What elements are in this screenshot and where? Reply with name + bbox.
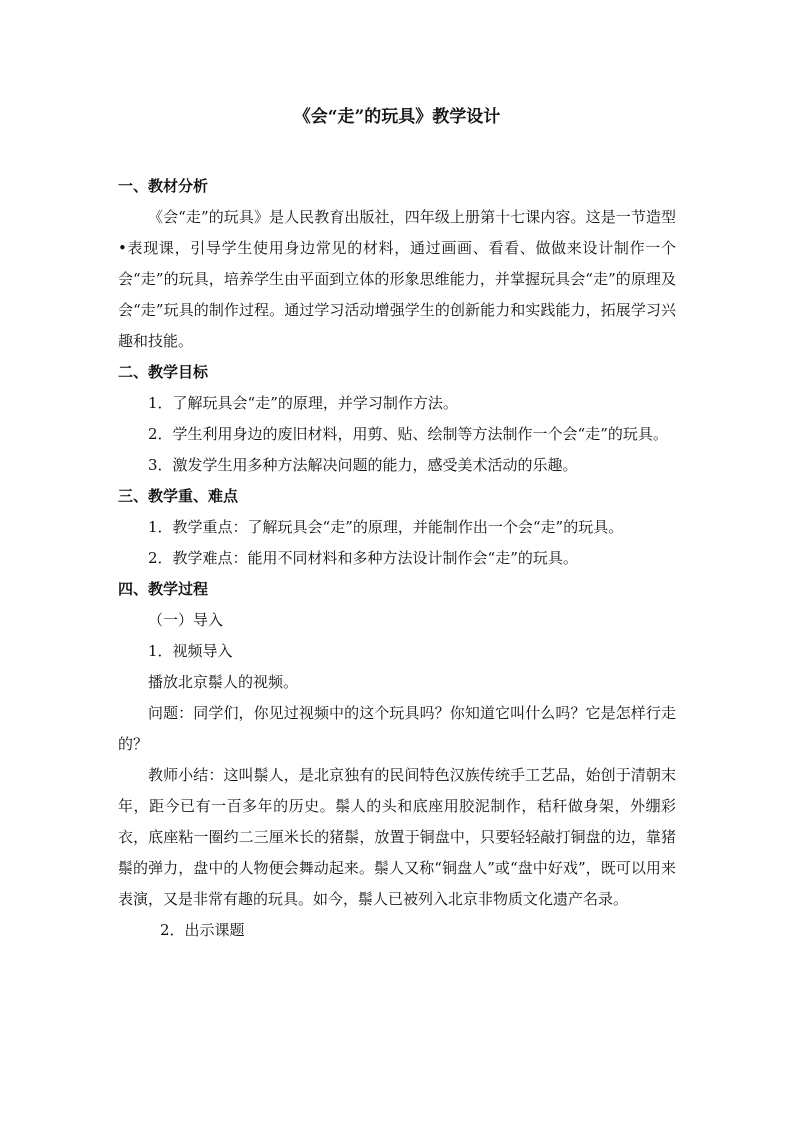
document-title: 《会“走”的玩具》教学设计	[293, 107, 501, 127]
process-teacher-summary: 教师小结：这叫鬃人，是北京独有的民间特色汉族传统手工艺品，始创于清朝末年，距今已有一百多年的历史。鬃人的头和底座用胶泥制作，秸秆做身架，外绷彩衣，底座粘一圈约二三厘米长的猪鬃，放置于铜盘中，只要轻轻敲打铜盘的边，靠猪鬃的弹力，盘中的人物便会舞动起来。鬃人又称“铜盘人”或“盘中好戏”，既可以用来表演，又是非常有趣的玩具。如今，鬃人已被列入北京非物质文化遗产名录。	[118, 766, 676, 908]
process-question: 问题：同学们，你见过视频中的这个玩具吗？你知道它叫什么吗？它是怎样行走的？	[118, 704, 676, 753]
objective-item-1: 1．了解玩具会“走”的原理，并学习制作方法。	[148, 394, 458, 412]
document-body	[118, 171, 676, 946]
section-heading-process: 四、教学过程	[118, 580, 209, 598]
process-step-topic: 2．出示课题	[160, 921, 245, 939]
process-step-video: 1．视频导入	[148, 642, 233, 660]
section-heading-key-points: 三、教学重、难点	[118, 487, 239, 505]
section-heading-objectives: 二、教学目标	[118, 363, 209, 381]
analysis-paragraph: 《会“走”的玩具》是人民教育出版社，四年级上册第十七课内容。这是一节造型•表现课，引导学生使用身边常见的材料，通过画画、看看、做做来设计制作一个会“走”的玩具，培养学生由平面到立体的形象思维能力，并掌握玩具会“走”的原理及会“走”玩具的制作过程。通过学习活动增强学生的创新能力和实践能力，拓展学习兴趣和技能。	[118, 208, 676, 350]
objective-item-2: 2．学生利用身边的废旧材料，用剪、贴、绘制等方法制作一个会“走”的玩具。	[148, 425, 668, 443]
section-heading-analysis: 一、教材分析	[118, 177, 209, 195]
objective-item-3: 3．激发学生用多种方法解决问题的能力，感受美术活动的乐趣。	[148, 456, 578, 474]
key-point-item-2: 2．教学难点：能用不同材料和多种方法设计制作会“走”的玩具。	[148, 549, 578, 567]
process-part-intro: （一）导入	[148, 611, 224, 629]
key-point-item-1: 1．教学重点：了解玩具会“走”的原理，并能制作出一个会“走”的玩具。	[148, 518, 624, 536]
process-play-video: 播放北京鬃人的视频。	[148, 673, 299, 691]
